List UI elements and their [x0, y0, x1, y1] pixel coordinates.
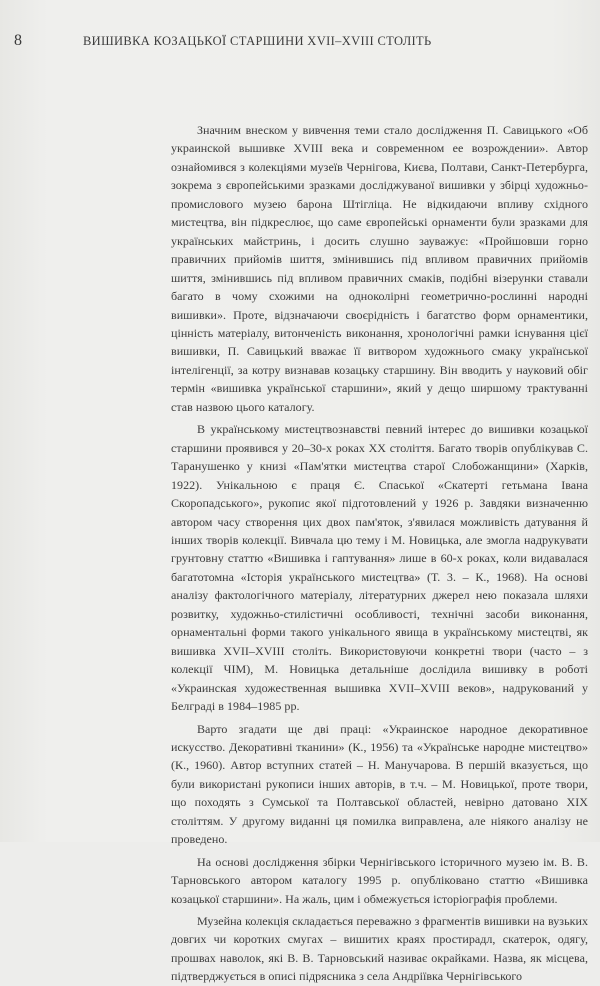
paragraph-text: Значним внеском у вивчення теми стало дослідження П. Савицького «Об украинской вышивке XVIII века и современном ее возрождении». Автор ознайомився з колекціями музеїв Чернігова, Києва, Полтави, Санкт-Петербурга, зокрема з європейськими зразками досліджуваної вишивки у збірці художньо-промислового музею барона Штігліца. Не відкидаючи впливу східного мистецтва, він підкреслює, що саме європейські орнаменти були зразками для українських майстринь, і досить слушно зауважує: «Пройшовши горно правичних прийомів шиття, змінившись під впливом правичних прийомів шиття, змінившись під впливом правичних смаків, подібні візерунки ставали багато в чому схожими на одноколірні геометрично-рослинні народні вишивки». Проте, відзначаючи своєрідність і багатство форм орнаментики, цінність матеріалу, витонченість виконання, хронологічні рамки існування цієї вишивки, П. Савицький вважає її витвором художнього смаку української інтелігенції, за котру визнавав козацьку старшину. Він вводить у науковий обіг термін «вишивка української старшини», який у дещо ширшому трактуванні став назвою цього каталогу. [171, 123, 588, 414]
paragraph [171, 912, 588, 986]
paragraph [171, 853, 588, 908]
paragraph-text: На основі дослідження збірки Чернігівського історичного музею ім. В. В. Тарновського автором каталогу 1995 р. опубліковано статтю «Вишивка козацької старшини». На жаль, цим і обмежується історіографія проблеми. [171, 854, 588, 906]
paragraph-text: Варто згадати ще дві праці: «Украинское народное декоративное искусство. Декоративні тканини» (К., 1956) та «Українське народне мистецтво» (К., 1960). Автор вступних статей – Н. Манучарова. В першій вказується, що були використані рукописи інших авторів, в т.ч. – М. Новицької, проте твори, що походять з Сумської та Полтавської областей, невірно датовано XIX століттям. У другому виданні ця помилка виправлена, але ніякого аналізу не проведено. [171, 721, 588, 847]
page-number: 8 [14, 32, 23, 49]
running-head: ВИШИВКА КОЗАЦЬКОЇ СТАРШИНИ XVII–XVIII СТОЛІТЬ [83, 34, 432, 48]
paragraph-text: В українському мистецтвознавстві певний інтерес до вишивки козацької старшини проявився у 20–30-х роках XX століття. Багато творів опублікував С. Таранушенко у книзі «Пам'ятки мистецтва старої Слобожанщини» (Харків, 1922). Унікальною є праця Є. Спаської «Скатерті гетьмана Івана Скоропадського», рукопис якої підготовлений у 1926 р. Завдяки визначенню автором часу створення цих двох пам'яток, з'явилася можливість датування й інших творів колекції. Вивчала цю тему і М. Новицька, але змогла надрукувати грунтовну статтю «Вишивка і гаптування» лише в 60-х роках, коли видавалася багатотомна «Історія українського мистецтва» (Т. 3. – К., 1968). На основі аналізу фактологічного матеріалу, літературних джерел нею показала шляхи розвитку, художньо-стилістичні особливості, технічні засоби виконання, орнаментальні форми такого унікального явища в українському мистецтві, як вишивка XVII–XVIII століть. Використовуючи конкретні твори (часто – з колекції ЧІМ), М. Новицька детальніше дослідила вишивку в роботі «Украинская художественная вышивка XVII–XVIII веков», надрукований у Белграді в 1984–1985 рр. [171, 422, 588, 714]
paragraph [171, 121, 588, 416]
body-text [171, 121, 588, 986]
paragraph [171, 720, 588, 849]
page-header [12, 32, 588, 54]
paragraph-text: Музейна колекція складається переважно з фрагментів вишивки на вузьких довгих чи коротких смугах – вишитих краях простирадл, скатерок, одягу, прошвах наволок, які В. В. Тарновський називає окрайками. Назва, як місцева, підтверджується в описі підрясника з села Андріївка Чернігівського [171, 914, 588, 984]
paragraph [171, 420, 588, 715]
